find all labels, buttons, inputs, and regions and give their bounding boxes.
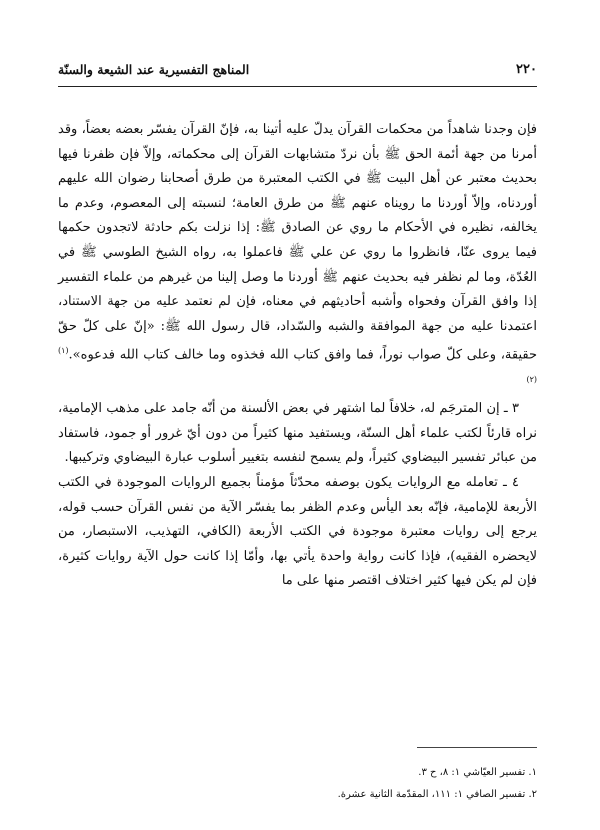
paragraph-2: ٣ ـ إن المترجَم له، خلافاً لما اشتهر في بعض الألسنة من أنّه جامد على مذهب الإمامية، نراه قارئاً لكتب علماء أهل السنّة، ويستفيد منها كثيراً من دون أيّ غرور أو جمود، فاستفاد من عبائر تفسير البيضاوي كثيراً، ولم يسمح لنفسه بتغيير أسلوب عبارة البيضاوي وتركيبها. <box>58 401 537 466</box>
running-header <box>58 60 537 82</box>
page-number: ٢٢٠ <box>516 62 537 77</box>
paragraph-3: ٤ ـ تعامله مع الروايات يكون بوصفه محدّثاً مؤمناً بجميع الروايات الموجودة في الكتب الأربعة للإمامية، فإنّه بعد اليأس وعدم الظفر بما يفسّر الآية من نفس القرآن حسب قوله، يرجع إلى روايات معتبرة موجودة في الكتب الأربعة (الكافي، التهذيب، الاستبصار، من لايحضره الفقيه)، فإذا كانت رواية واحدة يأتي بها، وأمّا إذا كانت حول الآية روايات كثيرة، فإن لم يكن فيها كثير اختلاف اقتصر منها على ما <box>58 474 538 589</box>
header-rule <box>58 86 537 87</box>
footnote-refs: (١)(٢) <box>58 346 537 385</box>
main-text <box>58 118 537 594</box>
running-title: المناهج التفسيرية عند الشيعة والسنّة <box>58 62 250 77</box>
footnotes <box>58 762 537 806</box>
footnote-rule <box>417 747 537 748</box>
footnote-2: ٢. تفسير الصافي ١: ١١١، المقدّمة الثانية عشرة. <box>337 789 537 800</box>
footnote-1: ١. تفسير العيّاشي ١: ٨، ح ٣. <box>418 767 537 778</box>
paragraph-1: فإن وجدنا شاهداً من محكمات القرآن يدلّ عليه أتينا به، فإنّ القرآن يفسّر بعضه بعضاً، وقد أمرنا من جهة أئمة الحق ﷺ بأن نردّ متشابهات القرآن إلى محكماته، وإلاّ فإن ظفرنا فيها بحديث معتبر عن أهل البيت ﷺ في الكتب المعتبرة من طرق أصحابنا رضوان الله عليهم أوردناه، وإلاّ أوردنا ما رويناه عنهم ﷺ من طرق العامة؛ لنسبته إلى المعصوم، وعدم ما يخالفه، نظيره في الأحكام ما روي عن الصادق ﷺ: إذا نزلت بكم حادثة لاتجدون حكمها فيما يروى عنّا، فانظروا ما روي عن علي ﷺ فاعملوا به، رواه الشيخ الطوسي ﷺ في العُدّة، وما لم نظفر فيه بحديث عنهم ﷺ أوردنا ما وصل إلينا من غيرهم من علماء التفسير إذا وافق القرآن وفحواه وأشبه أحاديثهم في معناه، فإن لم نعتمد عليه من جهة الاستناد، اعتمدنا عليه من جهة الموافقة والشبه والسّداد، قال رسول الله ﷺ: «إنّ على كلّ حقّ حقيقة، وعلى كلّ صواب نوراً، فما وافق كتاب الله فخذوه وما خالف كتاب الله فدعوه».$^{(١)(٢)}$ <box>58 122 537 385</box>
